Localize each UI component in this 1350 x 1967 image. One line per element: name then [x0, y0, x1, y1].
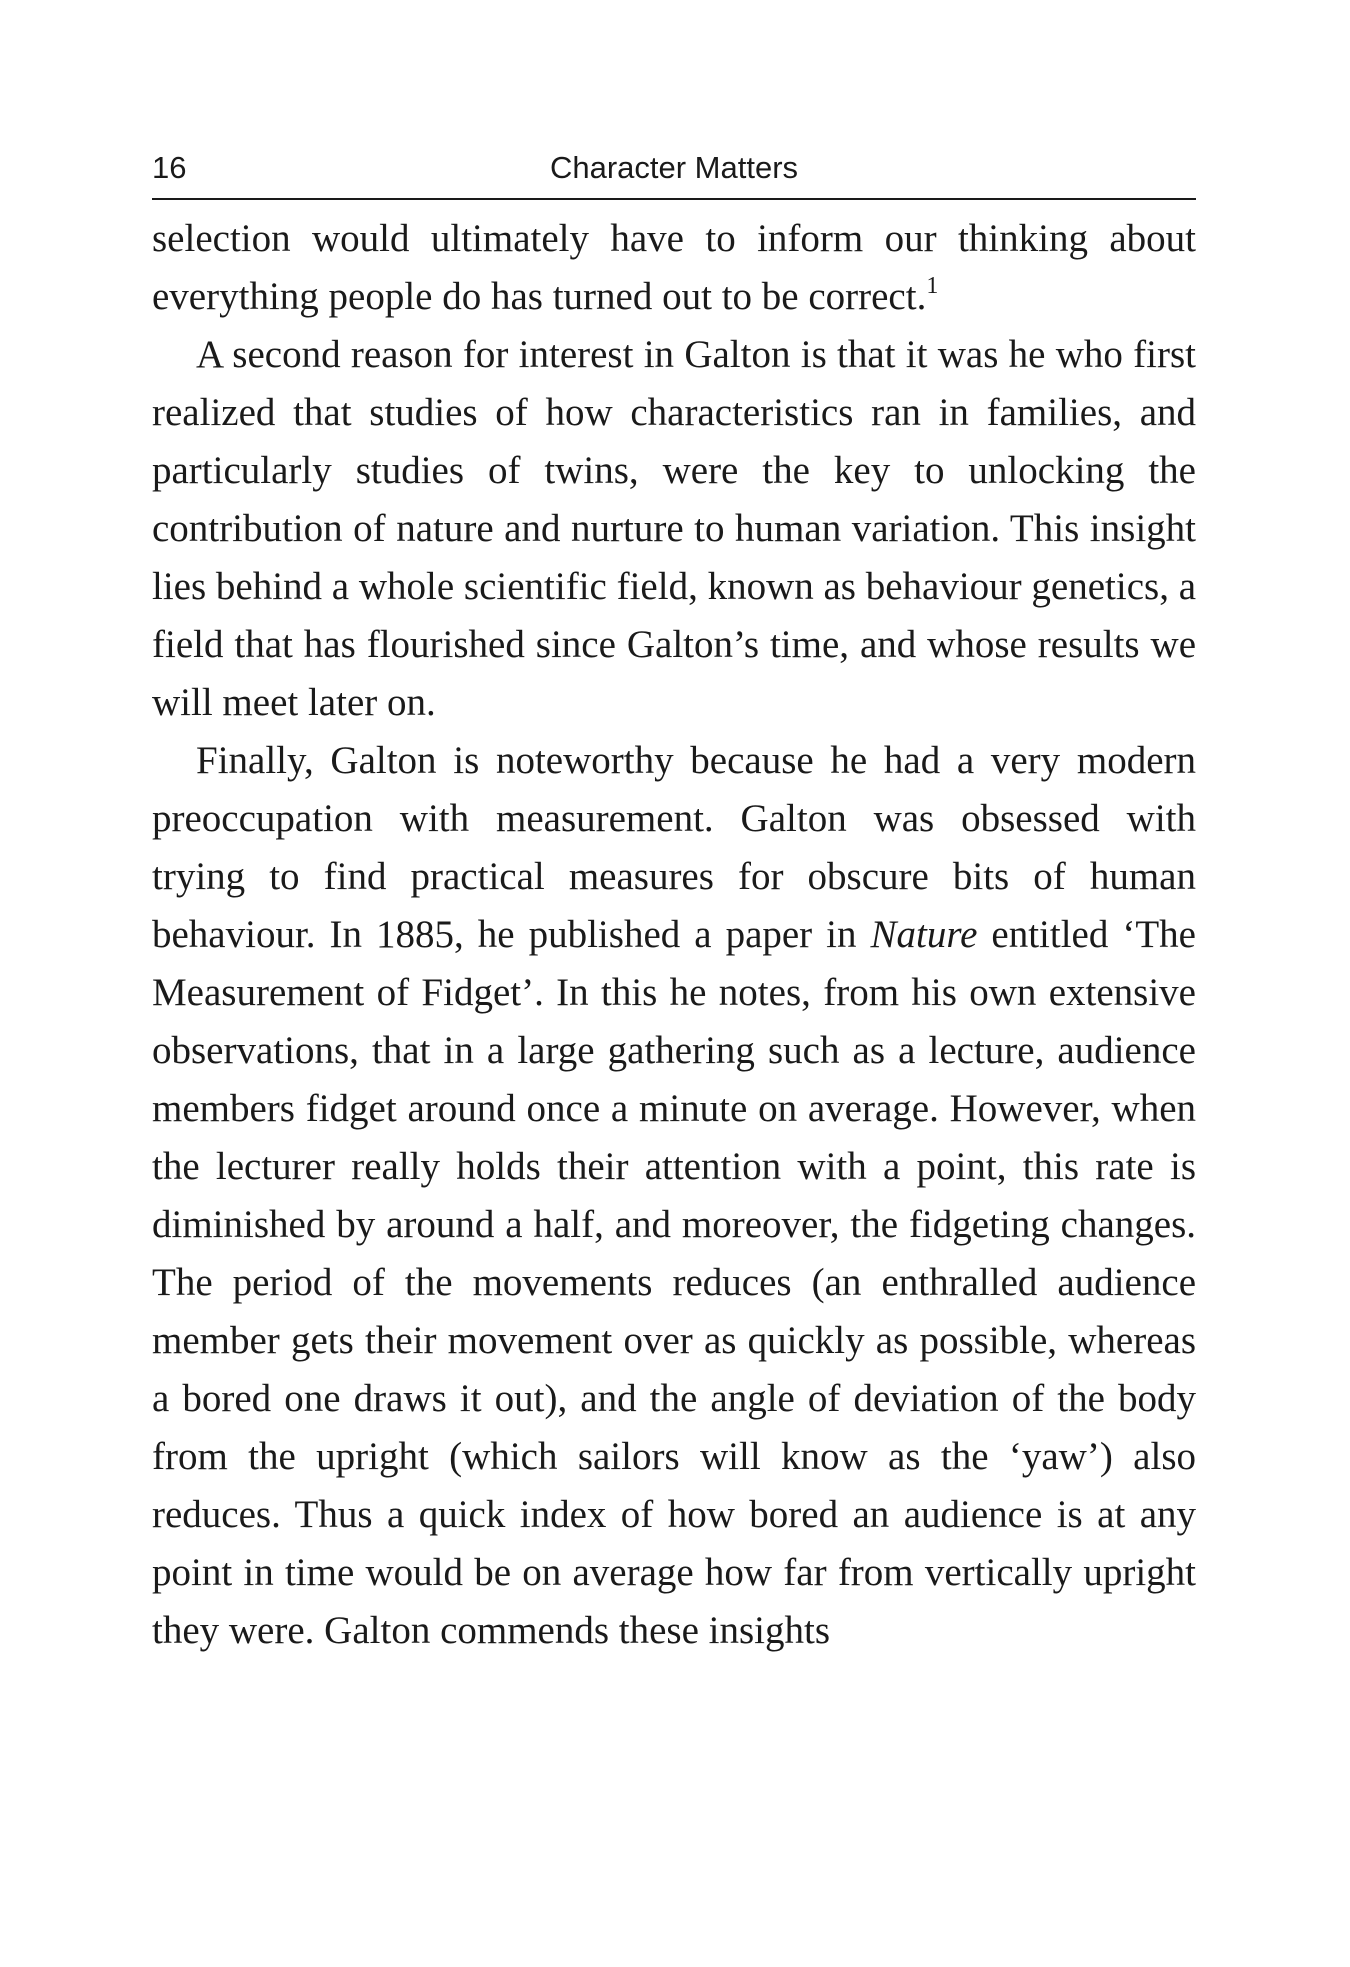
- running-head: [152, 138, 1196, 200]
- book-page: [152, 138, 1196, 1660]
- paragraph-continued: [152, 210, 1196, 326]
- body-text: [152, 210, 1196, 1660]
- running-title: Character Matters: [549, 150, 799, 185]
- paragraph-text-after: entitled ‘The Measurement of Fidget’. In this he notes, from his own extensive observations, that in a large gathering such as a lecture, audience members fidget around once a minute on average. However, when the lecturer really holds their attention with a point, this rate is diminished by around a half, and moreover, the fidgeting changes. The period of the movements reduces (an enthralled audience member gets their movement over as quickly as possible, whereas a bored one draws it out), and the angle of deviation of the body from the upright (which sailors will know as the ‘yaw’) also reduces. Thus a quick index of how bored an audience is at any point in time would be on average how far from vertically upright they were. Galton commends these insights: [152, 913, 1196, 1652]
- paragraph-fidget: [152, 732, 1196, 1660]
- page-number: 16: [152, 150, 187, 185]
- journal-title: Nature: [870, 913, 978, 956]
- paragraph-text: selection would ultimately have to inform our thinking about everything people do has turned out to be correct.: [152, 217, 1196, 318]
- paragraph-galton-twins: A second reason for interest in Galton is that it was he who first realized that studies of how characteristics ran in families, and particularly studies of twins, were the key to unlocking the contribution of nature and nurture to human variation. This insight lies behind a whole scientific field, known as behaviour genetics, a field that has flourished since Galton’s time, and whose results we will meet later on.: [152, 333, 1197, 724]
- footnote-reference[interactable]: 1: [926, 273, 939, 299]
- paragraph-text-before: Finally, Galton is noteworthy because he had a very modern preoccupation with measurement. Galton was obsessed with trying to find practical measures for obscure bits of human behaviour. In 1885, he published a paper in: [152, 739, 1196, 956]
